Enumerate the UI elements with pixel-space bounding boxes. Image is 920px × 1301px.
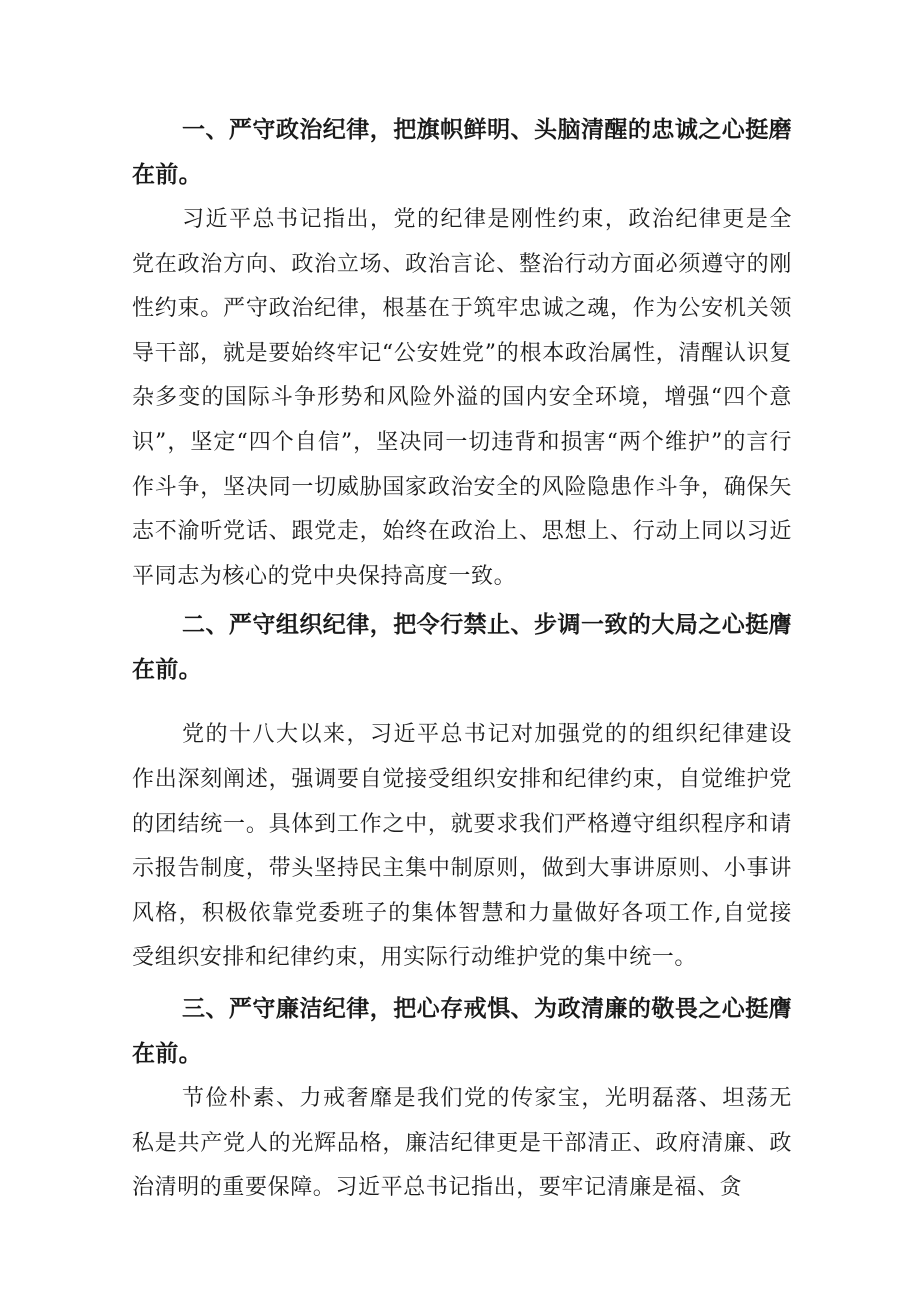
section-body-political-discipline: 习近平总书记指出，党的纪律是刚性约束，政治纪律更是全党在政治方向、政治立场、政治言论、整治行动方面必须遵守的刚性约束。严守政治纪律，根基在于筑牢忠诚之魂，作为公安机关领导干部，就是要始终牢记“公安姓党”的根本政治属性，清醒认识复杂多变的国际斗争形势和风险外溢的国内安全环境，增强“四个意识”，坚定“四个自信”，坚决同一切违背和损害“两个维护”的言行作斗争，坚决同一切威胁国家政治安全的风险隐患作斗争，确保矢志不渝听党话、跟党走，始终在政治上、思想上、行动上同以习近平同志为核心的党中央保持高度一致。 [132,207,792,589]
section-heading-organizational-discipline: 二、严守组织纪律，把令行禁止、步调一致的大局之心挺膺在前。 [132,612,792,684]
section-heading-integrity-discipline: 三、严守廉洁纪律，把心存戒惧、为政清廉的敬畏之心挺膺在前。 [132,995,792,1067]
section-body-integrity-discipline: 节俭朴素、力戒奢靡是我们党的传家宝，光明磊落、坦荡无私是共产党人的光辉品格，廉洁纪律更是干部清正、政府清廉、政治清明的重要保障。习近平总书记指出，要牢记清廉是福、贪 [132,1085,792,1201]
section-body-organizational-discipline: 党的十八大以来，习近平总书记对加强党的的组织纪律建设作出深刻阐述，强调要自觉接受组织安排和纪律约束，自觉维护党的团结统一。具体到工作之中，就要求我们严格遵守组织程序和请示报告制度，带头坚持民主集中制原则，做到大事讲原则、小事讲风格，积极依靠党委班子的集体智慧和力量做好各项工作,自觉接受组织安排和纪律约束，用实际行动维护党的集中统一。 [132,722,792,971]
section-heading-political-discipline: 一、严守政治纪律，把旗帜鲜明、头脑清醒的忠诚之心挺磨在前。 [132,117,792,188]
document-content [132,108,792,1211]
